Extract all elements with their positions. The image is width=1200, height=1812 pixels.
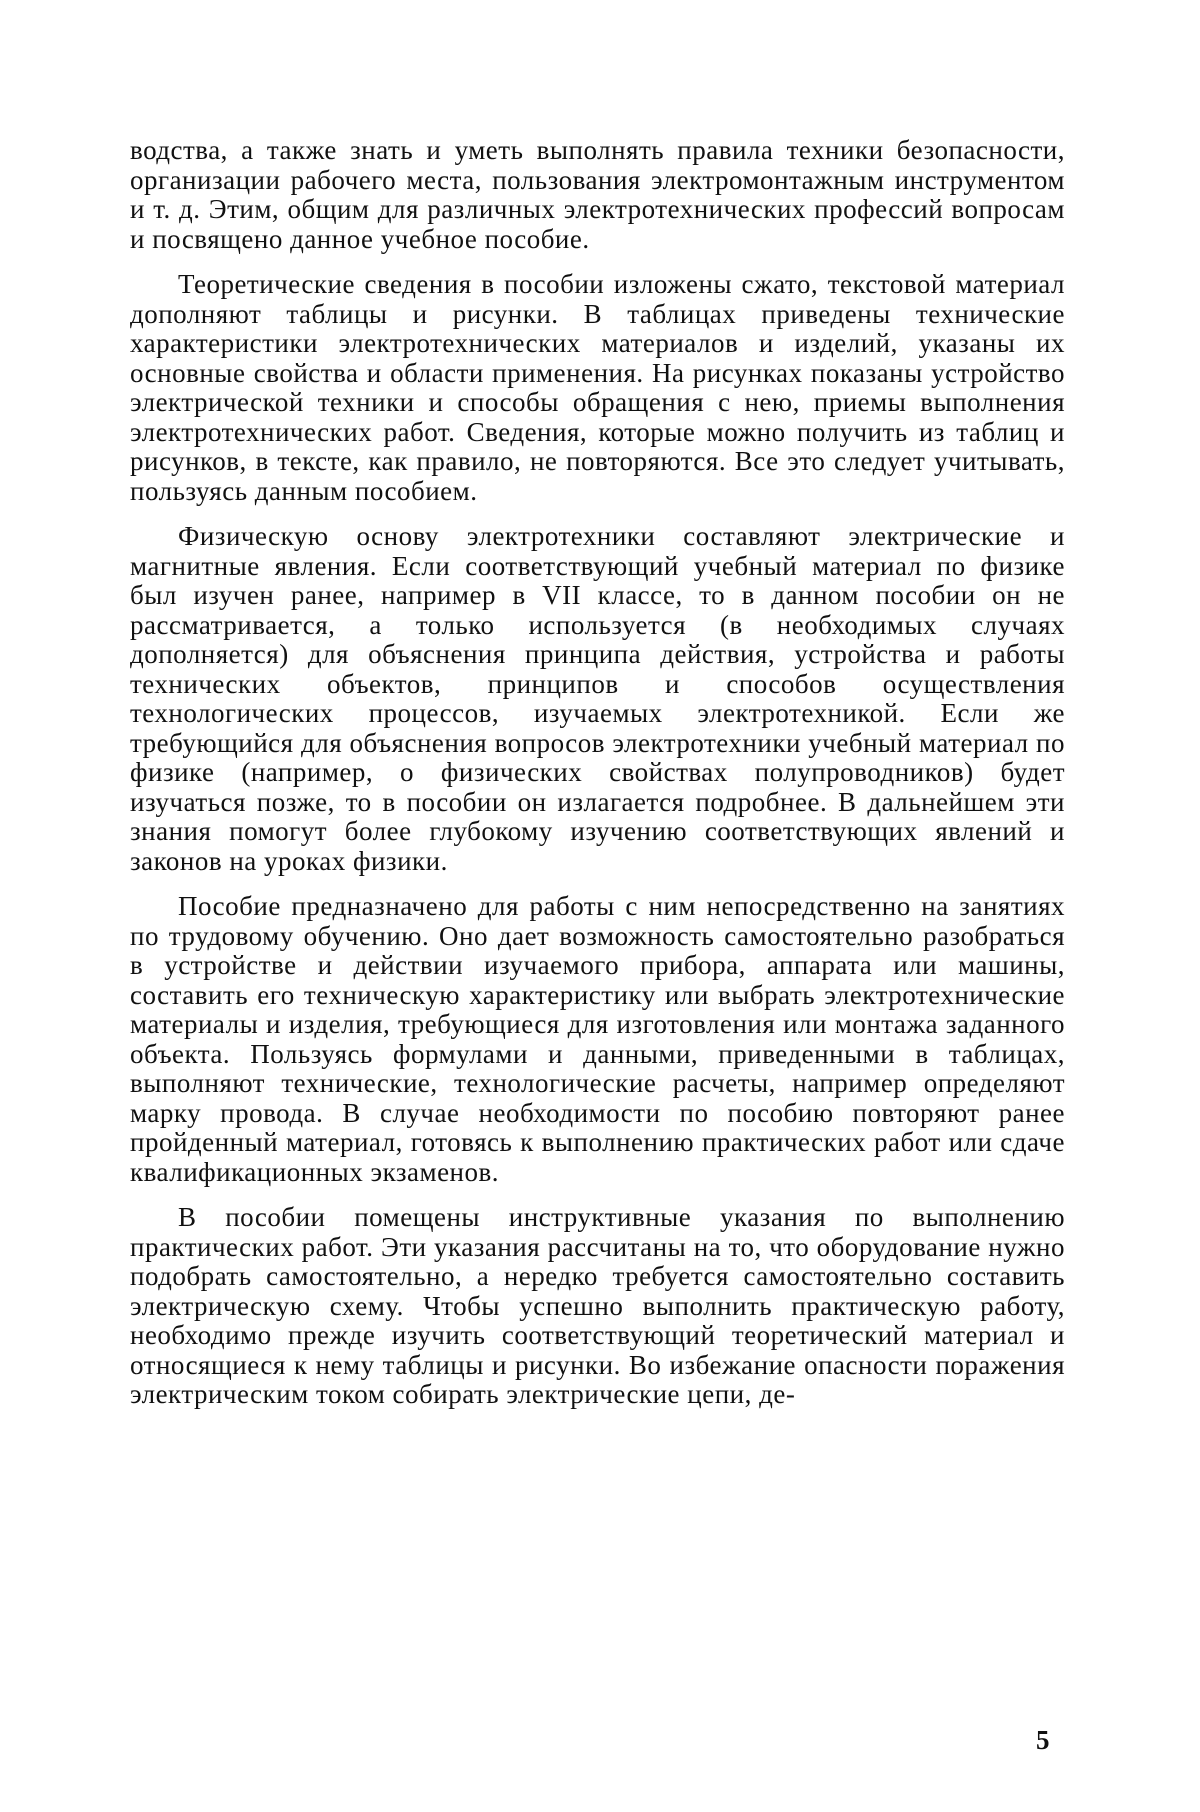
paragraph-purpose: Пособие предназначено для работы с ним непосредственно на занятиях по трудовому обучению. Оно дает возможность самостоятельно разобраться в устройстве и действии изучаемого прибора, аппарата или машины, составить его техническую характеристику или выбрать электротехнические материалы и изделия, требующиеся для изготовления или монтажа заданного объекта. Пользуясь формулами и данными, приведенными в таблицах, выполняют технические, технологические расчеты, например определяют марку провода. В случае необходимости по пособию повторяют ранее пройденный материал, готовясь к выполнению практических работ или сдаче квалификационных экзаменов.: [130, 892, 1065, 1187]
paragraph-physics: Физическую основу электротехники составляют электрические и магнитные явления. Если соответствующий учебный материал по физике был изучен ранее, например в VII классе, то в данном пособии он не рассматривается, а только используется (в необходимых случаях дополняется) для объяснения принципа действия, устройства и работы технических объектов, принципов и способов осуществления технологических процессов, изучаемых электротехникой. Если же требующийся для объяснения вопросов электротехники учебный материал по физике (например, о физических свойствах полупроводников) будет изучаться позже, то в пособии он излагается подробнее. В дальнейшем эти знания помогут более глубокому изучению соответствующих явлений и законов на уроках физики.: [130, 522, 1065, 876]
page-number: 5: [1036, 1725, 1050, 1756]
paragraph-theory: Теоретические сведения в пособии изложены сжато, текстовой материал дополняют таблицы и рисунки. В таблицах приведены технические характеристики электротехнических материалов и изделий, указаны их основные свойства и области применения. На рисунках показаны устройство электрической техники и способы обращения с нею, приемы выполнения электротехнических работ. Сведения, которые можно получить из таблиц и рисунков, в тексте, как правило, не повторяются. Все это следует учитывать, пользуясь данным пособием.: [130, 270, 1065, 506]
paragraph-continuation: водства, а также знать и уметь выполнять правила техники безопасности, организации рабочего места, пользования электромонтажным инструментом и т. д. Этим, общим для различных электротехнических профессий вопросам и посвящено данное учебное пособие.: [130, 136, 1065, 254]
paragraph-instructions: В пособии помещены инструктивные указания по выполнению практических работ. Эти указания рассчитаны на то, что оборудование нужно подобрать самостоятельно, а нередко требуется самостоятельно составить электрическую схему. Чтобы успешно выполнить практическую работу, необходимо прежде изучить соответствующий теоретический материал и относящиеся к нему таблицы и рисунки. Во избежание опасности поражения электрическим током собирать электрические цепи, де-: [130, 1203, 1065, 1410]
page-body: [130, 136, 1065, 1410]
